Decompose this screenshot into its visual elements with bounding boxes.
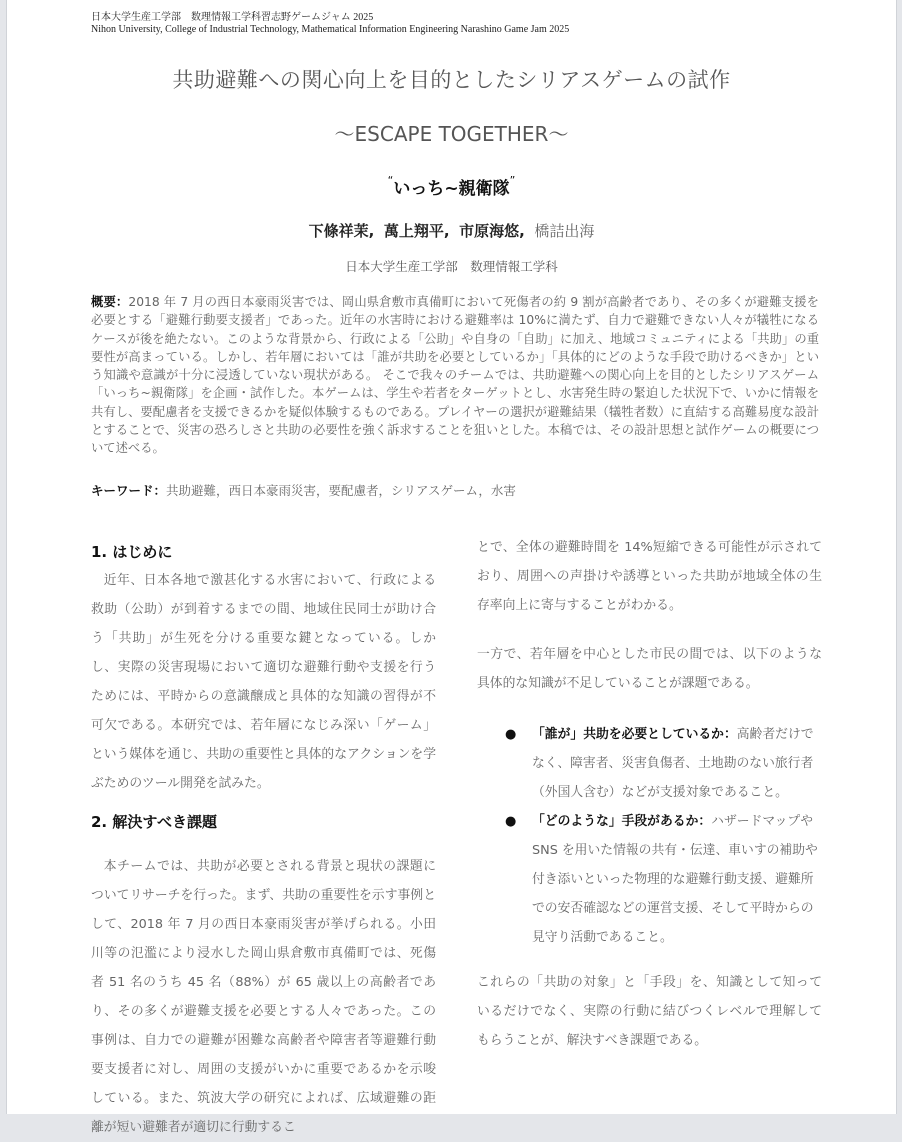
issue-text: 高齢者だけでなく、障害者、災害負傷者、土地勘のない旅行者（外国人含む）などが支援対象であること。 [532, 727, 814, 800]
section-heading-problem: 2. 解決すべき課題 [91, 813, 218, 831]
author-3: 市原海悠, [459, 222, 525, 240]
close-quote: ” [509, 174, 516, 187]
keywords-label: キーワード： [91, 483, 167, 498]
open-quote: “ [387, 174, 394, 187]
issue-list-item [477, 720, 822, 807]
intro-paragraph: 近年、日本各地で激甚化する水害において、行政による救助（公助）が到着するまでの間、地域住民同士が助け合う「共助」が生死を分ける重要な鍵となっている。しかし、実際の災害現場において適切な避難行動や支援を行うためには、平時からの意識醸成と具体的な知識の習得が不可欠である。本研究では、若年層になじみ深い「ゲーム」という媒体を通じ、共助の重要性と具体的なアクションを学ぶためのツール開発を試みた。 [91, 573, 436, 791]
issue-list [477, 720, 822, 952]
bullet-icon: ● [505, 814, 517, 829]
document-page [6, 0, 897, 1135]
author-list [7, 220, 896, 241]
problem-paragraph-3: これらの「共助の対象」と「手段」を、知識として知っているだけでなく、実際の行動に結びつくレベルで理解してもらうことが、解決すべき課題である。 [477, 975, 822, 1048]
team-name-text: いっち~親衛隊 [393, 179, 510, 199]
issue-list-item [477, 807, 822, 952]
team-name [7, 174, 896, 199]
keywords-text: 共助避難，西日本豪雨災害，要配慮者，シリアスゲーム，水害 [166, 483, 516, 498]
author-1: 下條祥茉, [308, 222, 375, 240]
right-column [477, 533, 822, 1055]
issue-text: ハザードマップや SNS を用いた情報の共有・伝達、車いすの補助や付き添いといった物理的な避難行動支援、避難所での安否確認などの運営支援、そして平時からの見守り活動であること。 [532, 814, 818, 945]
abstract [91, 293, 819, 458]
problem-paragraph-1: 本チームでは、共助が必要とされる背景と現状の課題についてリサーチを行った。まず、共助の重要性を示す事例として、2018 年 7 月の西日本豪雨災害が挙げられる。小田川等の氾濫により浸水した岡山県倉敷市真備町では、死傷者 51 名のうち 45 名（88%）が 65 歳以上の高齢者であり、その多くが避難支援を必要とする人々であった。この事例は、自力での避難が困難な高齢者や障害者等避難行動要支援者に対し、周囲の支援がいかに重要であるかを示唆している。また、筑波大学の研究によれば、広域避難の距離が短い避難者が適切に行動するこ [91, 859, 436, 1135]
abstract-label: 概要： [91, 295, 129, 309]
problem-paragraph-2: 一方で、若年層を中心とした市民の間では、以下のような具体的な知識が不足していることが課題である。 [477, 647, 822, 691]
issue-label: 「誰が」共助を必要としているか： [532, 727, 737, 742]
abstract-text: 2018 年 7 月の西日本豪雨災害では、岡山県倉敷市真備町において死傷者の約 9 割が高齢者であり、その多くが避難支援を必要とする「避難行動要支援者」であった。近年の水害時における避難率は 10%に満たず、自力で避難できない人々が犠牲になるケースが後を絶たない。このような背景から、行政による「公助」や自身の「自助」に加え、地域コミュニティによる「共助」の重要性が高まっている。しかし、若年層においては「誰が共助を必要としているか」「具体的にどのような手段で助けるべきか」という知識や意識が十分に浸透していない現状がある。 そこで我々のチームでは、共助避難への関心向上を目的としたシリアスゲーム「いっち~親衛隊」を企画・試作した。本ゲームは、学生や若者をターゲットとし、水害発生時の緊迫した状況下で、いかに情報を共有し、要配慮者を支援できるかを疑似体験するものである。プレイヤーの選択が避難結果（犠牲者数）に直結する高難易度な設計とすることで、災害の恐ろしさと共助の必要性を強く訴求することを狙いとした。本稿では、その設計思想と試作ゲームの概要について述べる。 [91, 295, 819, 456]
paper-title: 共助避難への関心向上を目的としたシリアスゲームの試作 [172, 68, 731, 92]
bullet-icon: ● [505, 727, 517, 742]
section-heading-intro: 1. はじめに [91, 543, 173, 561]
left-column [91, 538, 436, 1142]
issue-label: 「どのような」手段があるか： [532, 814, 712, 829]
author-4: 橋詰出海 [534, 222, 595, 240]
author-2: 萬上翔平, [383, 222, 450, 240]
conference-header-ja: 日本大学生産工学部 数理情報工学科習志野ゲームジャム 2025 [91, 12, 374, 23]
problem-paragraph-1-continued: とで、全体の避難時間を 14%短縮できる可能性が示されており、周囲への声掛けや誘導といった共助が地域全体の生存率向上に寄与することがわかる。 [477, 540, 822, 613]
keywords [91, 481, 516, 499]
paper-subtitle: 〜ESCAPE TOGETHER〜 [334, 122, 569, 146]
affiliation: 日本大学生産工学部 数理情報工学科 [345, 259, 558, 274]
conference-header-en: Nihon University, College of Industrial Technology, Mathematical Information Engineering Narashino Game Jam 2025 [91, 24, 570, 35]
